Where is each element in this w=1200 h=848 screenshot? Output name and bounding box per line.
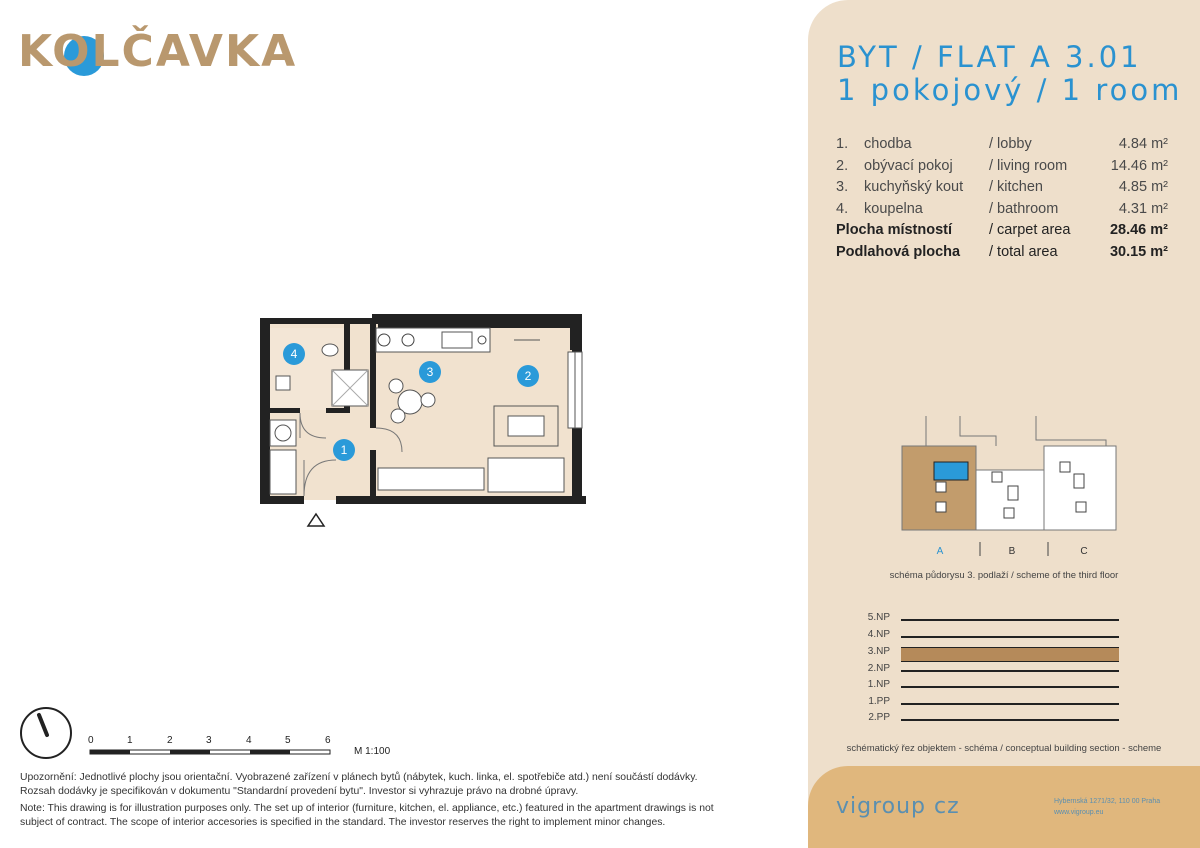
wardrobe-icon bbox=[270, 450, 296, 494]
scale-tick: 2 bbox=[167, 735, 173, 746]
floor-row-active bbox=[850, 646, 1130, 660]
room-marker-1 bbox=[333, 439, 355, 461]
scheme-caption: schéma půdorysu 3. podlaží / scheme of the third floor bbox=[889, 570, 1119, 581]
building-section bbox=[850, 610, 1130, 730]
room-name-en: / living room bbox=[989, 157, 1068, 174]
note-cz-2: Rozsah dodávky je specifikován v dokumentu "Standardní provedení bytu". Investor si vyhrazuje právo na drobné úpravy. bbox=[20, 785, 579, 797]
scale-bar bbox=[88, 735, 391, 765]
note-en-2: subject of contract. The scope of interior accesories is specified in the standard. The investor reserves the right to implement minor changes. bbox=[20, 816, 666, 828]
scale-tick: 1 bbox=[127, 735, 133, 746]
scale-tick: 4 bbox=[246, 735, 252, 746]
disclaimer-notes bbox=[20, 771, 780, 829]
room-name-cz: obývací pokoj bbox=[864, 157, 953, 174]
room-name-en: / lobby bbox=[989, 136, 1032, 152]
room-name-cz: chodba bbox=[864, 136, 912, 152]
floor-row bbox=[850, 629, 1130, 643]
floor-label: 3.NP bbox=[867, 646, 890, 657]
outer-wall-right-lower bbox=[572, 428, 582, 504]
washing-machine-icon bbox=[270, 420, 296, 446]
room-row bbox=[836, 201, 1176, 223]
scale-tick: 0 bbox=[88, 735, 94, 746]
svg-text:3: 3 bbox=[426, 365, 434, 379]
room-name-cz: koupelna bbox=[864, 200, 923, 217]
room-marker-3 bbox=[419, 361, 441, 383]
scheme-label-b: B bbox=[1008, 546, 1016, 557]
room-marker-2 bbox=[517, 365, 539, 387]
floor-row bbox=[850, 663, 1130, 677]
note-cz-1: Upozornění: Jednotlivé plochy jsou orientační. Vyobrazené zařízení v plánech bytů (nábytek, kuch. linka, el. spotřebiče atd.) není součástí dodávky. bbox=[20, 772, 698, 783]
entrance-triangle-icon bbox=[308, 514, 324, 526]
outer-wall-bottom bbox=[336, 496, 586, 504]
scale-title: M 1:100 bbox=[354, 746, 391, 757]
room-area: 4.84 m² bbox=[1118, 136, 1168, 152]
north-compass-icon bbox=[20, 707, 72, 759]
toilet-icon bbox=[322, 344, 338, 356]
section-caption: schématický řez objektem - schéma / conceptual building section - scheme bbox=[846, 743, 1162, 754]
scale-tick: 5 bbox=[285, 735, 291, 746]
total-name-en: / carpet area bbox=[989, 222, 1071, 238]
flat-subtitle: 1 pokojový / 1 room bbox=[837, 73, 1183, 107]
total-name-en: / total area bbox=[989, 243, 1058, 260]
kitchen-wall-left bbox=[370, 324, 376, 428]
sofa-icon bbox=[488, 458, 564, 492]
selected-flat-marker bbox=[934, 462, 968, 480]
bath-wall-bottom-2 bbox=[326, 408, 350, 413]
room-number: 1. bbox=[836, 136, 849, 152]
room-row bbox=[836, 179, 1176, 201]
room-number: 2. bbox=[836, 157, 849, 174]
floor-label: 1.NP bbox=[867, 679, 890, 690]
floor-row bbox=[850, 712, 1130, 726]
floor-label: 4.NP bbox=[867, 629, 890, 640]
floor-scheme bbox=[896, 416, 1126, 561]
coffee-table-icon bbox=[508, 416, 544, 436]
scheme-label-c: C bbox=[1080, 546, 1088, 557]
room-name-cz: kuchyňský kout bbox=[864, 179, 964, 195]
floor-plan bbox=[256, 310, 596, 540]
washbasin-icon bbox=[276, 376, 290, 390]
room-area-table bbox=[836, 136, 1176, 265]
room-row bbox=[836, 158, 1176, 180]
vigroup-logo: vigroup cz bbox=[836, 794, 960, 819]
total-area: 30.15 m² bbox=[1109, 243, 1168, 260]
flat-title: BYT / FLAT A 3.01 bbox=[837, 40, 1142, 74]
living-wall-left bbox=[370, 450, 376, 496]
room-area: 4.85 m² bbox=[1118, 179, 1168, 195]
floor-label: 1.PP bbox=[868, 696, 890, 707]
note-en-1: Note: This drawing is for illustration purposes only. The set up of interior (furniture, kitchen, el. appliance, etc.) featured in the apartment drawings is not bbox=[20, 803, 714, 814]
total-name-cz: Plocha místností bbox=[836, 222, 953, 238]
room-name-en: / bathroom bbox=[989, 200, 1059, 217]
floor-row bbox=[850, 612, 1130, 626]
total-row bbox=[836, 222, 1176, 244]
room-area: 14.46 m² bbox=[1110, 157, 1168, 174]
floor-label: 2.NP bbox=[867, 663, 890, 674]
company-address bbox=[1054, 796, 1160, 818]
scale-tick: 3 bbox=[206, 735, 212, 746]
room-row bbox=[836, 136, 1176, 158]
floor-row bbox=[850, 696, 1130, 710]
room-marker-4 bbox=[283, 343, 305, 365]
total-name-cz: Podlahová plocha bbox=[836, 243, 961, 260]
room-name-en: / kitchen bbox=[989, 179, 1043, 195]
room-number: 3. bbox=[836, 179, 849, 195]
floor-label: 5.NP bbox=[867, 612, 890, 623]
floor-label: 2.PP bbox=[868, 712, 890, 723]
room-area: 4.31 m² bbox=[1118, 200, 1168, 217]
kolcavka-logo bbox=[18, 14, 298, 84]
outer-wall-left bbox=[260, 318, 270, 504]
bath-wall-bottom bbox=[270, 408, 300, 413]
scheme-label-a: A bbox=[936, 546, 944, 557]
floor-row bbox=[850, 679, 1130, 693]
total-row bbox=[836, 244, 1176, 266]
svg-text:2: 2 bbox=[524, 369, 532, 383]
outer-wall-right-upper bbox=[572, 314, 582, 352]
kitchen-counter bbox=[376, 328, 490, 352]
address-line: Hybernská 1271/32, 110 00 Praha bbox=[1054, 798, 1161, 805]
shelf-icon bbox=[378, 468, 484, 490]
scale-tick: 6 bbox=[325, 735, 331, 746]
chair-icon bbox=[389, 379, 403, 393]
room-number: 4. bbox=[836, 200, 849, 217]
website-link: www.vigroup.eu bbox=[1054, 809, 1104, 816]
logo-text: KOLČAVKA bbox=[18, 26, 298, 77]
scale-bar-graphic bbox=[88, 749, 333, 755]
svg-text:4: 4 bbox=[290, 347, 298, 361]
svg-text:1: 1 bbox=[340, 443, 348, 457]
total-area: 28.46 m² bbox=[1109, 222, 1168, 238]
